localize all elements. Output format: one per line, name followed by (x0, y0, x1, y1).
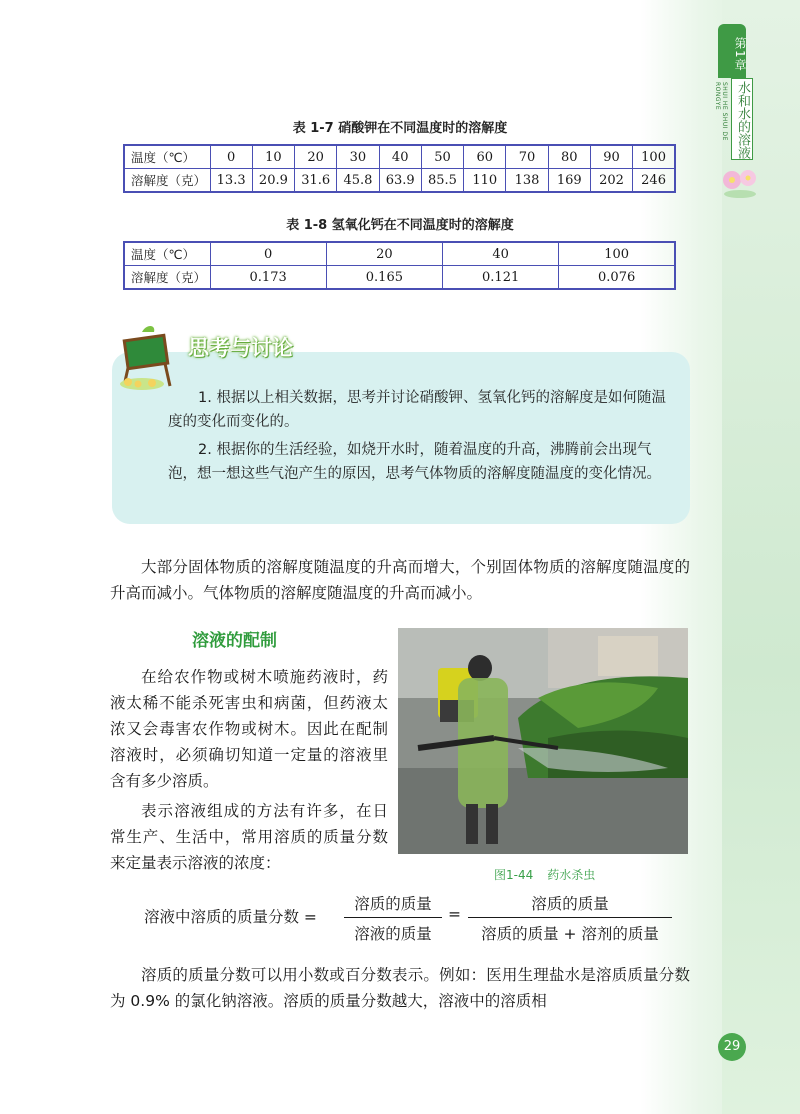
easel-icon (112, 320, 184, 392)
table-cell: 90 (590, 145, 632, 169)
section-paragraph-2: 表示溶液组成的方法有许多，在日常生产、生活中，常用溶质的质量分数来定量表示溶液的浓度： (110, 802, 388, 872)
section-title: 溶液的配制 (192, 631, 277, 651)
table2-solubility-row (124, 266, 675, 290)
table-cell: 20.9 (252, 169, 294, 193)
summary-paragraph: 大部分固体物质的溶解度随温度的升高而增大，个别固体物质的溶解度随温度的升高而减小。气体物质的溶解度随温度的升高而减小。 (110, 558, 690, 602)
fraction-numerator: 溶质的质量 (354, 895, 432, 913)
table-cell: 63.9 (379, 169, 421, 193)
table-cell: 110 (464, 169, 506, 193)
section-paragraph-1: 在给农作物或树木喷施药液时，药液太稀不能杀死害虫和病菌，但药液太浓又会毒害农作物或树木。因此在配制溶液时，必须确切知道一定量的溶液里含有多少溶质。 (110, 668, 388, 790)
formula-lhs: 溶液中溶质的质量分数 = (144, 908, 317, 926)
table-cell: 45.8 (337, 169, 379, 193)
row-label: 温度（℃） (124, 242, 210, 266)
table-cell: 31.6 (295, 169, 337, 193)
table-cell: 0.121 (443, 266, 559, 290)
table-cell: 138 (506, 169, 548, 193)
table-cell: 0 (210, 242, 326, 266)
table-cell: 60 (464, 145, 506, 169)
table-cell: 50 (421, 145, 463, 169)
table1-temperature-row (124, 145, 675, 169)
table-cell: 40 (379, 145, 421, 169)
discussion-heading: 思考与讨论 (188, 336, 293, 360)
table-cell: 0.173 (210, 266, 326, 290)
table-cell: 10 (252, 145, 294, 169)
table2 (123, 241, 676, 290)
table-cell: 20 (326, 242, 442, 266)
chapter-pinyin: SHUI HE SHUI DE RONGYE (714, 82, 728, 141)
table-cell: 202 (590, 169, 632, 193)
figure-caption-text: 药水杀虫 (547, 868, 596, 882)
table-cell: 40 (443, 242, 559, 266)
discussion-question-2: 2. 根据你的生活经验，如烧开水时，随着温度的升高，沸腾前会出现气泡，想一想这些气泡产生的原因，思考气体物质的溶解度随温度的变化情况。 (168, 442, 661, 482)
table1-solubility-row (124, 169, 675, 193)
chapter-tab: 第1章 (718, 24, 746, 78)
flower-decoration-icon (718, 164, 762, 200)
table-cell: 30 (337, 145, 379, 169)
table-cell: 80 (548, 145, 590, 169)
table-cell: 0.076 (559, 266, 675, 290)
row-label: 温度（℃） (124, 145, 210, 169)
table-cell: 100 (559, 242, 675, 266)
table-cell: 100 (633, 145, 675, 169)
table-cell: 20 (295, 145, 337, 169)
table-cell: 246 (633, 169, 675, 193)
table-cell: 13.3 (210, 169, 252, 193)
table-cell: 169 (548, 169, 590, 193)
table-cell: 0 (210, 145, 252, 169)
table2-temperature-row (124, 242, 675, 266)
row-label: 溶解度（克） (124, 266, 210, 290)
table1 (123, 144, 676, 193)
fraction-denominator: 溶质的质量 + 溶剂的质量 (481, 925, 659, 943)
table-cell: 70 (506, 145, 548, 169)
table2-caption: 表 1-8 氢氧化钙在不同温度时的溶解度 (286, 218, 514, 233)
closing-paragraph: 溶质的质量分数可以用小数或百分数表示。例如：医用生理盐水是溶质质量分数为 0.9% 的氯化钠溶液。溶质的质量分数越大，溶液中的溶质相 (110, 966, 690, 1010)
pesticide-spraying-photo (398, 628, 688, 854)
row-label: 溶解度（克） (124, 169, 210, 193)
fraction-numerator: 溶质的质量 (531, 895, 609, 913)
chapter-title: 水和水的溶液 (731, 78, 753, 160)
figure-number: 图1-44 (494, 868, 534, 882)
fraction-denominator: 溶液的质量 (354, 925, 432, 943)
table-cell: 85.5 (421, 169, 463, 193)
table1-caption: 表 1-7 硝酸钾在不同温度时的溶解度 (292, 121, 508, 136)
formula-equals: = (448, 905, 461, 923)
formula-fraction-2 (468, 892, 672, 944)
discussion-question-1: 1. 根据以上相关数据，思考并讨论硝酸钾、氢氧化钙的溶解度是如何随温度的变化而变化的。 (168, 390, 666, 430)
page-number: 29 (718, 1033, 746, 1061)
table-cell: 0.165 (326, 266, 442, 290)
figure-caption (494, 866, 609, 883)
formula-fraction-1 (344, 892, 442, 944)
